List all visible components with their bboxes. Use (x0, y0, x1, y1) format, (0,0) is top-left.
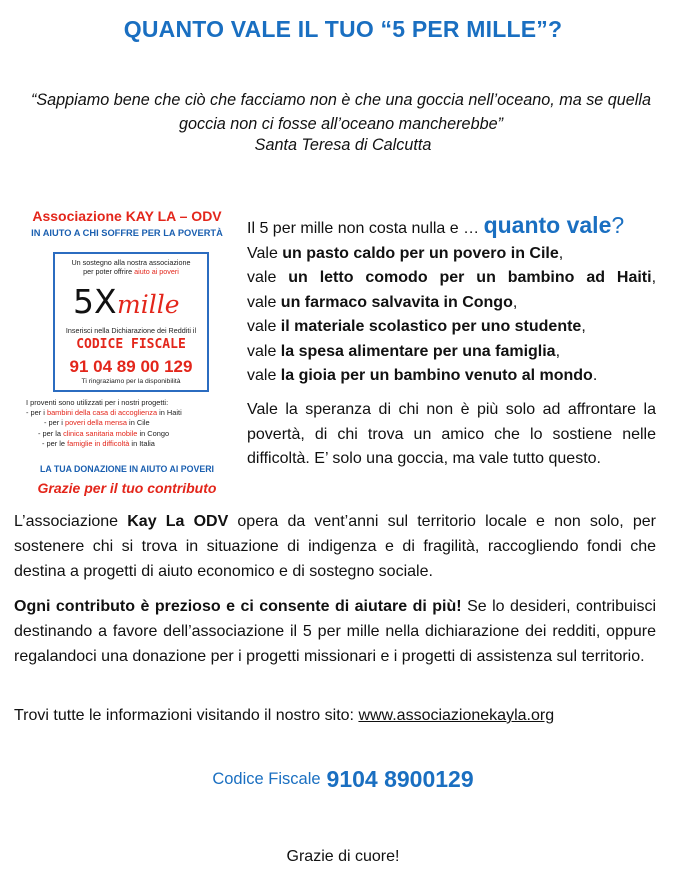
flyer-codice-label: CODICE FISCALE (76, 337, 186, 352)
website-paragraph: Trovi tutte le informazioni visitando il nostro sito: www.associazionekayla.org (14, 707, 555, 724)
flyer-thanks: Grazie per il tuo contributo (37, 480, 217, 496)
list-item: - per la clinica sanitaria mobile in Congo (38, 428, 170, 438)
flyer-org-name: Associazione KAY LA – ODV (32, 208, 222, 224)
flyer-mille: mille (117, 290, 180, 319)
value-list (247, 242, 656, 388)
list-item: - per i bambini della casa di accoglienza in Haiti (26, 408, 182, 418)
quote-text: “Sappiamo bene che ciò che facciamo non è che una goccia nell’oceano, ma se quella goccia non ci fosse all’oceano mancherebbe” (30, 91, 652, 133)
contribution-paragraph: Ogni contributo è prezioso e ci consente di aiutare di più! Se lo desideri, contribuisci destinando a favore dell’associazione il 5 per mille nella dichiarazione dei redditi, oppure regalandoci una donazione per i progetti missionari e i progetti di assistenza sul territorio. (14, 598, 657, 665)
list-item: vale un farmaco salvavita in Congo, (247, 293, 518, 311)
list-item: - per i poveri della mensa in Cile (44, 418, 150, 428)
hope-paragraph: Vale la speranza di chi non è più solo ad affrontare la povertà, di chi trova un amico che lo sostiene nelle difficoltà. E’ solo una goccia, ma vale tutto questo. (247, 401, 656, 468)
list-item: vale un letto comodo per un bambino ad Haiti, (247, 269, 657, 287)
value-section (247, 208, 656, 472)
flyer-image (20, 206, 234, 500)
closing-text: Grazie di cuore! (286, 848, 400, 865)
list-item: vale il materiale scolastico per uno studente, (247, 318, 586, 336)
list-item: vale la spesa alimentare per una famiglia, (247, 342, 561, 360)
page-title: QUANTO VALE IL TUO “5 PER MILLE”? (123, 16, 563, 42)
association-paragraph: L’associazione Kay La ODV opera da vent’anni sul territorio locale e non solo, per sostenere chi si trova in situazione di indigenza e di fragilità, raccogliendo fondi che destina a progetti di aiuto economico e di sostegno sociale. (14, 513, 657, 580)
flyer-line2: per poter offrire aiuto ai poveri (83, 267, 179, 276)
flyer-subtitle: IN AIUTO A CHI SOFFRE PER LA POVERTÀ (31, 228, 223, 238)
list-item: Vale un pasto caldo per un povero in Cile, (247, 245, 564, 262)
codice-fiscale-label: Codice Fiscale (212, 770, 321, 788)
flyer-codice-number: 91 04 89 00 129 (69, 357, 193, 376)
flyer-footer: LA TUA DONAZIONE IN AIUTO AI POVERI (40, 464, 214, 474)
flyer-line3: Inserisci nella Dichiarazione dei Redditi il (65, 326, 197, 335)
codice-fiscale (0, 766, 686, 793)
flyer-projects-intro: I proventi sono utilizzati per i nostri progetti: (26, 398, 169, 407)
flyer-line1: Un sostegno alla nostra associazione (71, 258, 191, 267)
quote-author: Santa Teresa di Calcutta (254, 136, 432, 154)
website-link[interactable]: www.associazionekayla.org (358, 707, 555, 724)
list-item: vale la gioia per un bambino venuto al mondo. (247, 366, 598, 384)
list-item: - per le famiglie in difficoltà in Italia (42, 438, 155, 448)
flyer-5x: 5X (73, 282, 117, 321)
codice-fiscale-number: 9104 8900129 (326, 766, 474, 792)
flyer-projects (26, 398, 234, 449)
value-lead: Il 5 per mille non costa nulla e … quanto vale? (247, 212, 625, 238)
flyer-thanks-small: Ti ringraziamo per la disponibilità (81, 378, 181, 385)
flyer-box (53, 252, 209, 392)
